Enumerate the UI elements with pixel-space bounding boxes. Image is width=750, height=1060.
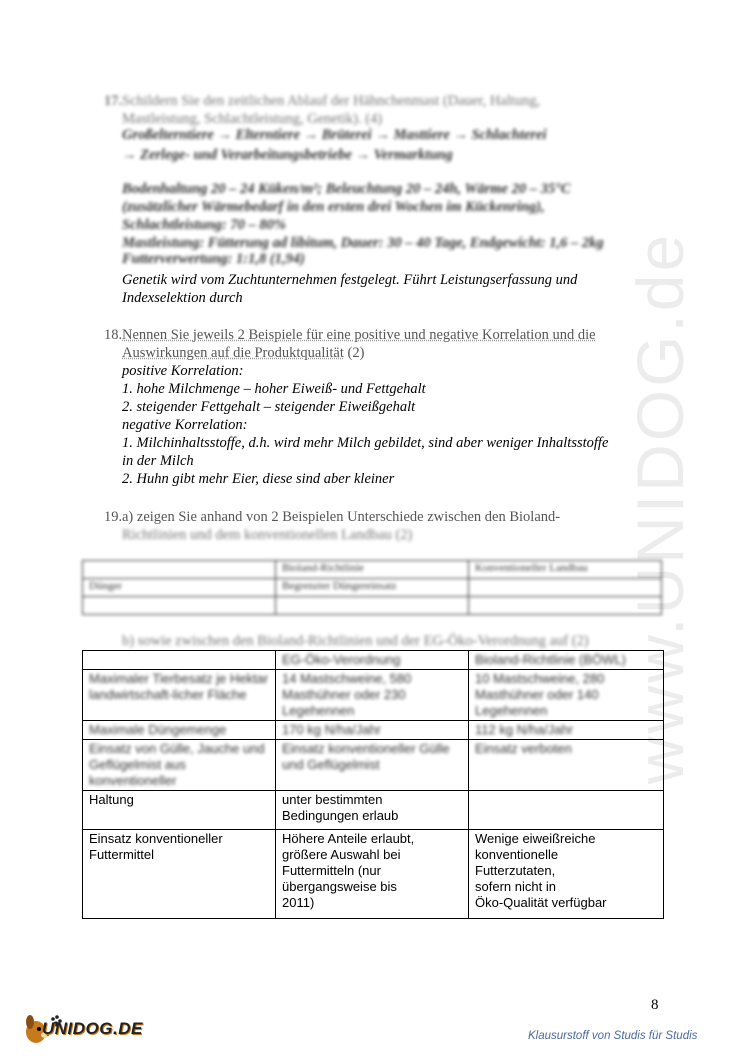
table-cell — [469, 791, 664, 830]
footer-tagline: Klausurstoff von Studis für Studis — [528, 1030, 698, 1042]
answer-18-line: in der Milch — [122, 453, 194, 469]
table-cell — [469, 597, 662, 615]
table-cell: Bioland-Richtlinie — [276, 561, 469, 579]
question-19a-text: a) zeigen Sie anhand von 2 Beispielen Unterschiede zwischen den Bioland- — [122, 509, 561, 525]
table-row — [83, 579, 662, 597]
table-eg-oeko-vs-bioland — [82, 650, 664, 919]
question-19-number: 19. — [104, 509, 123, 525]
answer-17-line: Großelterntiere → Elterntiere → Brüterei → Masttiere → Schlachterei — [122, 127, 547, 143]
cell-line: Öko-Qualität verfügbar — [475, 895, 607, 910]
table-row — [83, 830, 664, 919]
cell-line: konventionelle — [475, 847, 559, 862]
cell-line: 2011) — [282, 895, 315, 910]
table-cell: EG-Öko-Verordnung — [276, 651, 469, 670]
answer-18-line: positive Korrelation: — [122, 363, 244, 379]
table-cell: Einsatz verboten — [469, 740, 664, 791]
table-cell — [469, 830, 664, 919]
table-cell: 112 kg N/ha/Jahr — [469, 721, 664, 740]
answer-18-line: 1. hohe Milchmenge – hoher Eiweiß- und Fettgehalt — [122, 381, 426, 397]
table-cell: Begrenzter Düngereinsatz — [276, 579, 469, 597]
answer-18-line: 2. steigender Fettgehalt – steigender Eiweißgehalt — [122, 399, 416, 415]
table-cell: Maximaler Tierbesatz je Hektar landwirtschaft-licher Fläche — [83, 670, 276, 721]
table-cell: Konventioneller Landbau — [469, 561, 662, 579]
cell-line: größere Auswahl bei — [282, 847, 401, 862]
answer-17-line: (zusätzlicher Wärmebedarf in den ersten drei Wochen im Kückenring), — [122, 199, 545, 215]
table-cell — [276, 830, 469, 919]
unidog-logo-text: UNIDOG.DE — [42, 1019, 143, 1038]
question-17-text-line-2: Mastleistung, Schlachtleistung, Genetik). (4) — [122, 111, 383, 127]
table-cell — [83, 830, 276, 919]
question-18-text-line-2: Auswirkungen auf die Produktqualität — [122, 345, 344, 361]
table-cell: 10 Mastschweine, 280 Masthühner oder 140 Legehennen — [469, 670, 664, 721]
question-17-number: 17. — [104, 93, 123, 109]
cell-line: Futtermittel — [89, 847, 155, 862]
table-row — [83, 791, 664, 830]
table-cell — [276, 597, 469, 615]
table-cell: Bioland-Richtlinie (BÖWL) — [469, 651, 664, 670]
question-18-number: 18. — [104, 327, 123, 343]
answer-17-line: Bodenhaltung 20 – 24 Küken/m²; Beleuchtung 20 – 24h, Wärme 20 – 35°C — [122, 181, 571, 197]
table-header-row — [83, 561, 662, 579]
table-row — [83, 597, 662, 615]
answer-17-line: Futterverwertung: 1:1,8 (1,94) — [122, 251, 305, 267]
answer-17-line: Mastleistung: Fütterung ad libitum, Dauer: 30 – 40 Tage, Endgewicht: 1,6 – 2kg — [122, 235, 604, 251]
table-cell: Dünger — [83, 579, 276, 597]
cell-line: sofern nicht in — [475, 879, 556, 894]
table-row — [83, 721, 664, 740]
cell-line: Einsatz konventioneller — [89, 831, 223, 846]
table-cell: Einsatz konventioneller Gülle und Geflügelmist — [276, 740, 469, 791]
table-row — [83, 740, 664, 791]
answer-18-line: 2. Huhn gibt mehr Eier, diese sind aber kleiner — [122, 471, 395, 487]
answer-17-line: → Zerlege- und Verarbeitungsbetriebe → Vermarktung — [122, 147, 453, 163]
cell-line: Futtermitteln (nur — [282, 863, 381, 878]
cell-line: Futterzutaten, — [475, 863, 556, 878]
answer-17-genetics-line-1: Genetik wird vom Zuchtunternehmen festgelegt. Führt Leistungserfassung und — [122, 272, 578, 288]
question-17-text-line-1: Schildern Sie den zeitlichen Ablauf der Hähnchenmast (Dauer, Haltung, — [122, 93, 541, 109]
table-row — [83, 670, 664, 721]
question-18-text-line-1: Nennen Sie jeweils 2 Beispiele für eine positive und negative Korrelation und die — [122, 327, 596, 343]
question-19a-text-line-2: Richtlinien und dem konventionellen Landbau (2) — [122, 527, 413, 543]
table-cell: Einsatz von Gülle, Jauche und Geflügelmist aus konventioneller — [83, 740, 276, 791]
cell-line: Höhere Anteile erlaubt, — [282, 831, 415, 846]
table-cell — [83, 651, 276, 670]
table-header-row — [83, 651, 664, 670]
watermark: www.UNIDOG.de — [623, 231, 697, 785]
table-cell: Maximale Düngemenge — [83, 721, 276, 740]
question-18-points: (2) — [347, 345, 365, 361]
table-cell — [83, 561, 276, 579]
page-number: 8 — [651, 997, 659, 1013]
cell-line: übergangsweise bis — [282, 879, 397, 894]
table-cell — [83, 597, 276, 615]
table-cell — [469, 579, 662, 597]
answer-18-line: 1. Milchinhaltsstoffe, d.h. wird mehr Milch gebildet, sind aber weniger Inhaltsstoffe — [122, 435, 609, 451]
table-bioland-vs-conventional — [82, 560, 662, 615]
cell-line: Wenige eiweißreiche — [475, 831, 596, 846]
answer-18-line: negative Korrelation: — [122, 417, 248, 433]
table-cell: 14 Mastschweine, 580 Masthühner oder 230 Legehennen — [276, 670, 469, 721]
question-19b-text: b) sowie zwischen den Bioland-Richtlinien und der EG-Öko-Verordnung auf (2) — [122, 633, 589, 649]
answer-17-line: Schlachtleistung: 70 – 80% — [122, 217, 286, 233]
table-cell: unter bestimmten Bedingungen erlaub — [276, 791, 469, 830]
answer-17-genetics-line-2: Indexselektion durch — [122, 290, 243, 306]
table-cell: 170 kg N/ha/Jahr — [276, 721, 469, 740]
table-cell: Haltung — [83, 791, 276, 830]
